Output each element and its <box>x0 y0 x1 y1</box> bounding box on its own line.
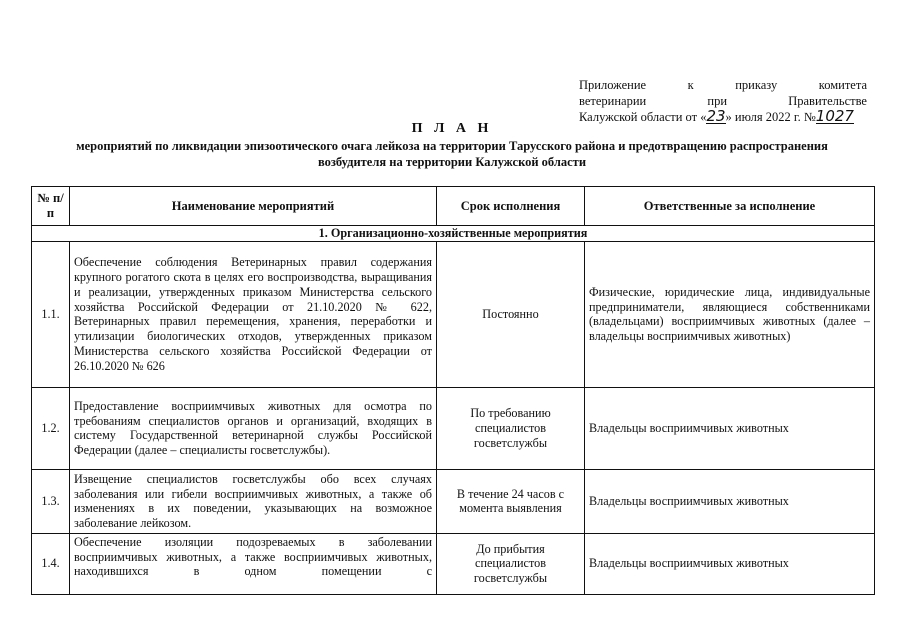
appendix-date-middle: » июля 2022 г. № <box>725 110 816 124</box>
row-term: До прибытия специалистов госветслужбы <box>437 533 585 594</box>
row-name: Обеспечение изоляции подозреваемых в заболевании восприимчивых животных, а также восприимчивых животных, находившихся в одном помещении с <box>70 533 437 594</box>
section-row <box>32 226 875 242</box>
table-row <box>32 533 875 594</box>
row-name: Обеспечение соблюдения Ветеринарных правил содержания крупного рогатого скота в целях его воспроизводства, выращивания и реализации, утвержденных приказом Министерства сельского хозяйства Российской Федерации от 21.10.2020 № 622, Ветеринарных правил перемещения, хранения, переработки и утилизации биологических отходов, утвержденных приказом Министерства сельского хозяйства Российской Федерации от 26.10.2020 № 626 <box>70 241 437 387</box>
row-num: 1.3. <box>32 469 70 533</box>
header-name: Наименование мероприятий <box>70 187 437 226</box>
row-num: 1.2. <box>32 387 70 469</box>
appendix-word: комитета <box>818 78 867 92</box>
header-responsible: Ответственные за исполнение <box>585 187 875 226</box>
appendix-word: ветеринарии <box>579 94 647 108</box>
row-responsible: Владельцы восприимчивых животных <box>585 533 875 594</box>
header-term: Срок исполнения <box>437 187 585 226</box>
page-subtitle: мероприятий по ликвидации эпизоотического очага лейкоза на территории Тарусского района и предотвращению распространения возбудителя на территории Калужской области <box>76 139 828 169</box>
appendix-word: приказу <box>735 78 778 92</box>
table-header-row <box>32 187 875 226</box>
appendix-word: Приложение <box>579 78 647 92</box>
row-responsible: Физические, юридические лица, индивидуальные предприниматели, являющиеся собственниками (владельцами) восприимчивых животных (далее – владельцы восприимчивых животных) <box>585 241 875 387</box>
row-num: 1.1. <box>32 241 70 387</box>
row-num: 1.4. <box>32 533 70 594</box>
handwritten-order-number: 1027 <box>815 107 854 125</box>
header-num: № п/п <box>32 187 70 226</box>
appendix-word: при <box>707 94 728 108</box>
appendix-block <box>579 77 867 125</box>
table-row <box>32 387 875 469</box>
plan-table <box>31 186 875 595</box>
section-title: 1. Организационно-хозяйственные мероприятия <box>32 226 875 242</box>
row-name: Предоставление восприимчивых животных для осмотра по требованиям специалистов органов и организаций, входящих в систему Государственной ветеринарной службы Российской Федерации (далее – специалисты госветслужбы). <box>70 387 437 469</box>
handwritten-day: 23 <box>706 107 726 125</box>
appendix-date-prefix: Калужской области от « <box>579 110 707 124</box>
row-term: Постоянно <box>437 241 585 387</box>
row-term: По требованию специалистов госветслужбы <box>437 387 585 469</box>
appendix-line-1 <box>579 77 867 93</box>
row-term: В течение 24 часов с момента выявления <box>437 469 585 533</box>
row-name: Извещение специалистов госветслужбы обо всех случаях заболевания или гибели восприимчивых животных, а также об изменениях в их поведении, указывающих на возможное заболевание лейкозом. <box>70 469 437 533</box>
table-row <box>32 469 875 533</box>
page-title: П Л А Н <box>411 121 493 136</box>
appendix-word: Правительстве <box>788 94 867 108</box>
row-responsible: Владельцы восприимчивых животных <box>585 387 875 469</box>
appendix-word: к <box>687 78 694 92</box>
table-row <box>32 241 875 387</box>
row-responsible: Владельцы восприимчивых животных <box>585 469 875 533</box>
